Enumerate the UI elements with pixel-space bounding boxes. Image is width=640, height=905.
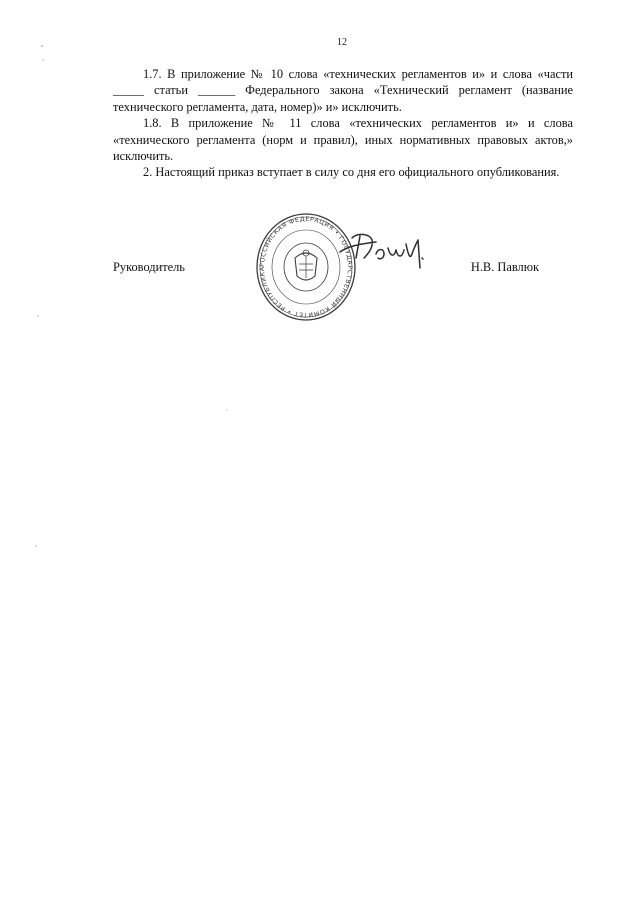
signer-name: Н.В. Павлюк <box>470 260 539 274</box>
document-body <box>113 66 573 181</box>
signer-title: Руководитель <box>113 260 185 274</box>
handwritten-signature-icon <box>338 228 426 274</box>
page-number: 12 <box>337 37 347 48</box>
paragraph-2: 2. Настоящий приказ вступает в силу со дня его официального опубликования. <box>143 165 560 180</box>
seal-text: РОССИЙСКАЯ ФЕДЕРАЦИЯ • ГОСУДАРСТВЕННЫЙ КОМИТЕТ • РЕСПУБЛИКА <box>258 215 354 319</box>
paragraph-1-7: 1.7. В приложение № 10 слова «технических регламентов и» и слова «части _____ статьи ______ Федерального закона «Технический регламент (название технического регламента, дата, номер)» и» исключить. <box>113 67 573 114</box>
paragraph-1-8: 1.8. В приложение № 11 слова «технических регламентов и» и слова «технического регламента (норм и правил), иных нормативных правовых актов,» исключить. <box>113 116 573 164</box>
